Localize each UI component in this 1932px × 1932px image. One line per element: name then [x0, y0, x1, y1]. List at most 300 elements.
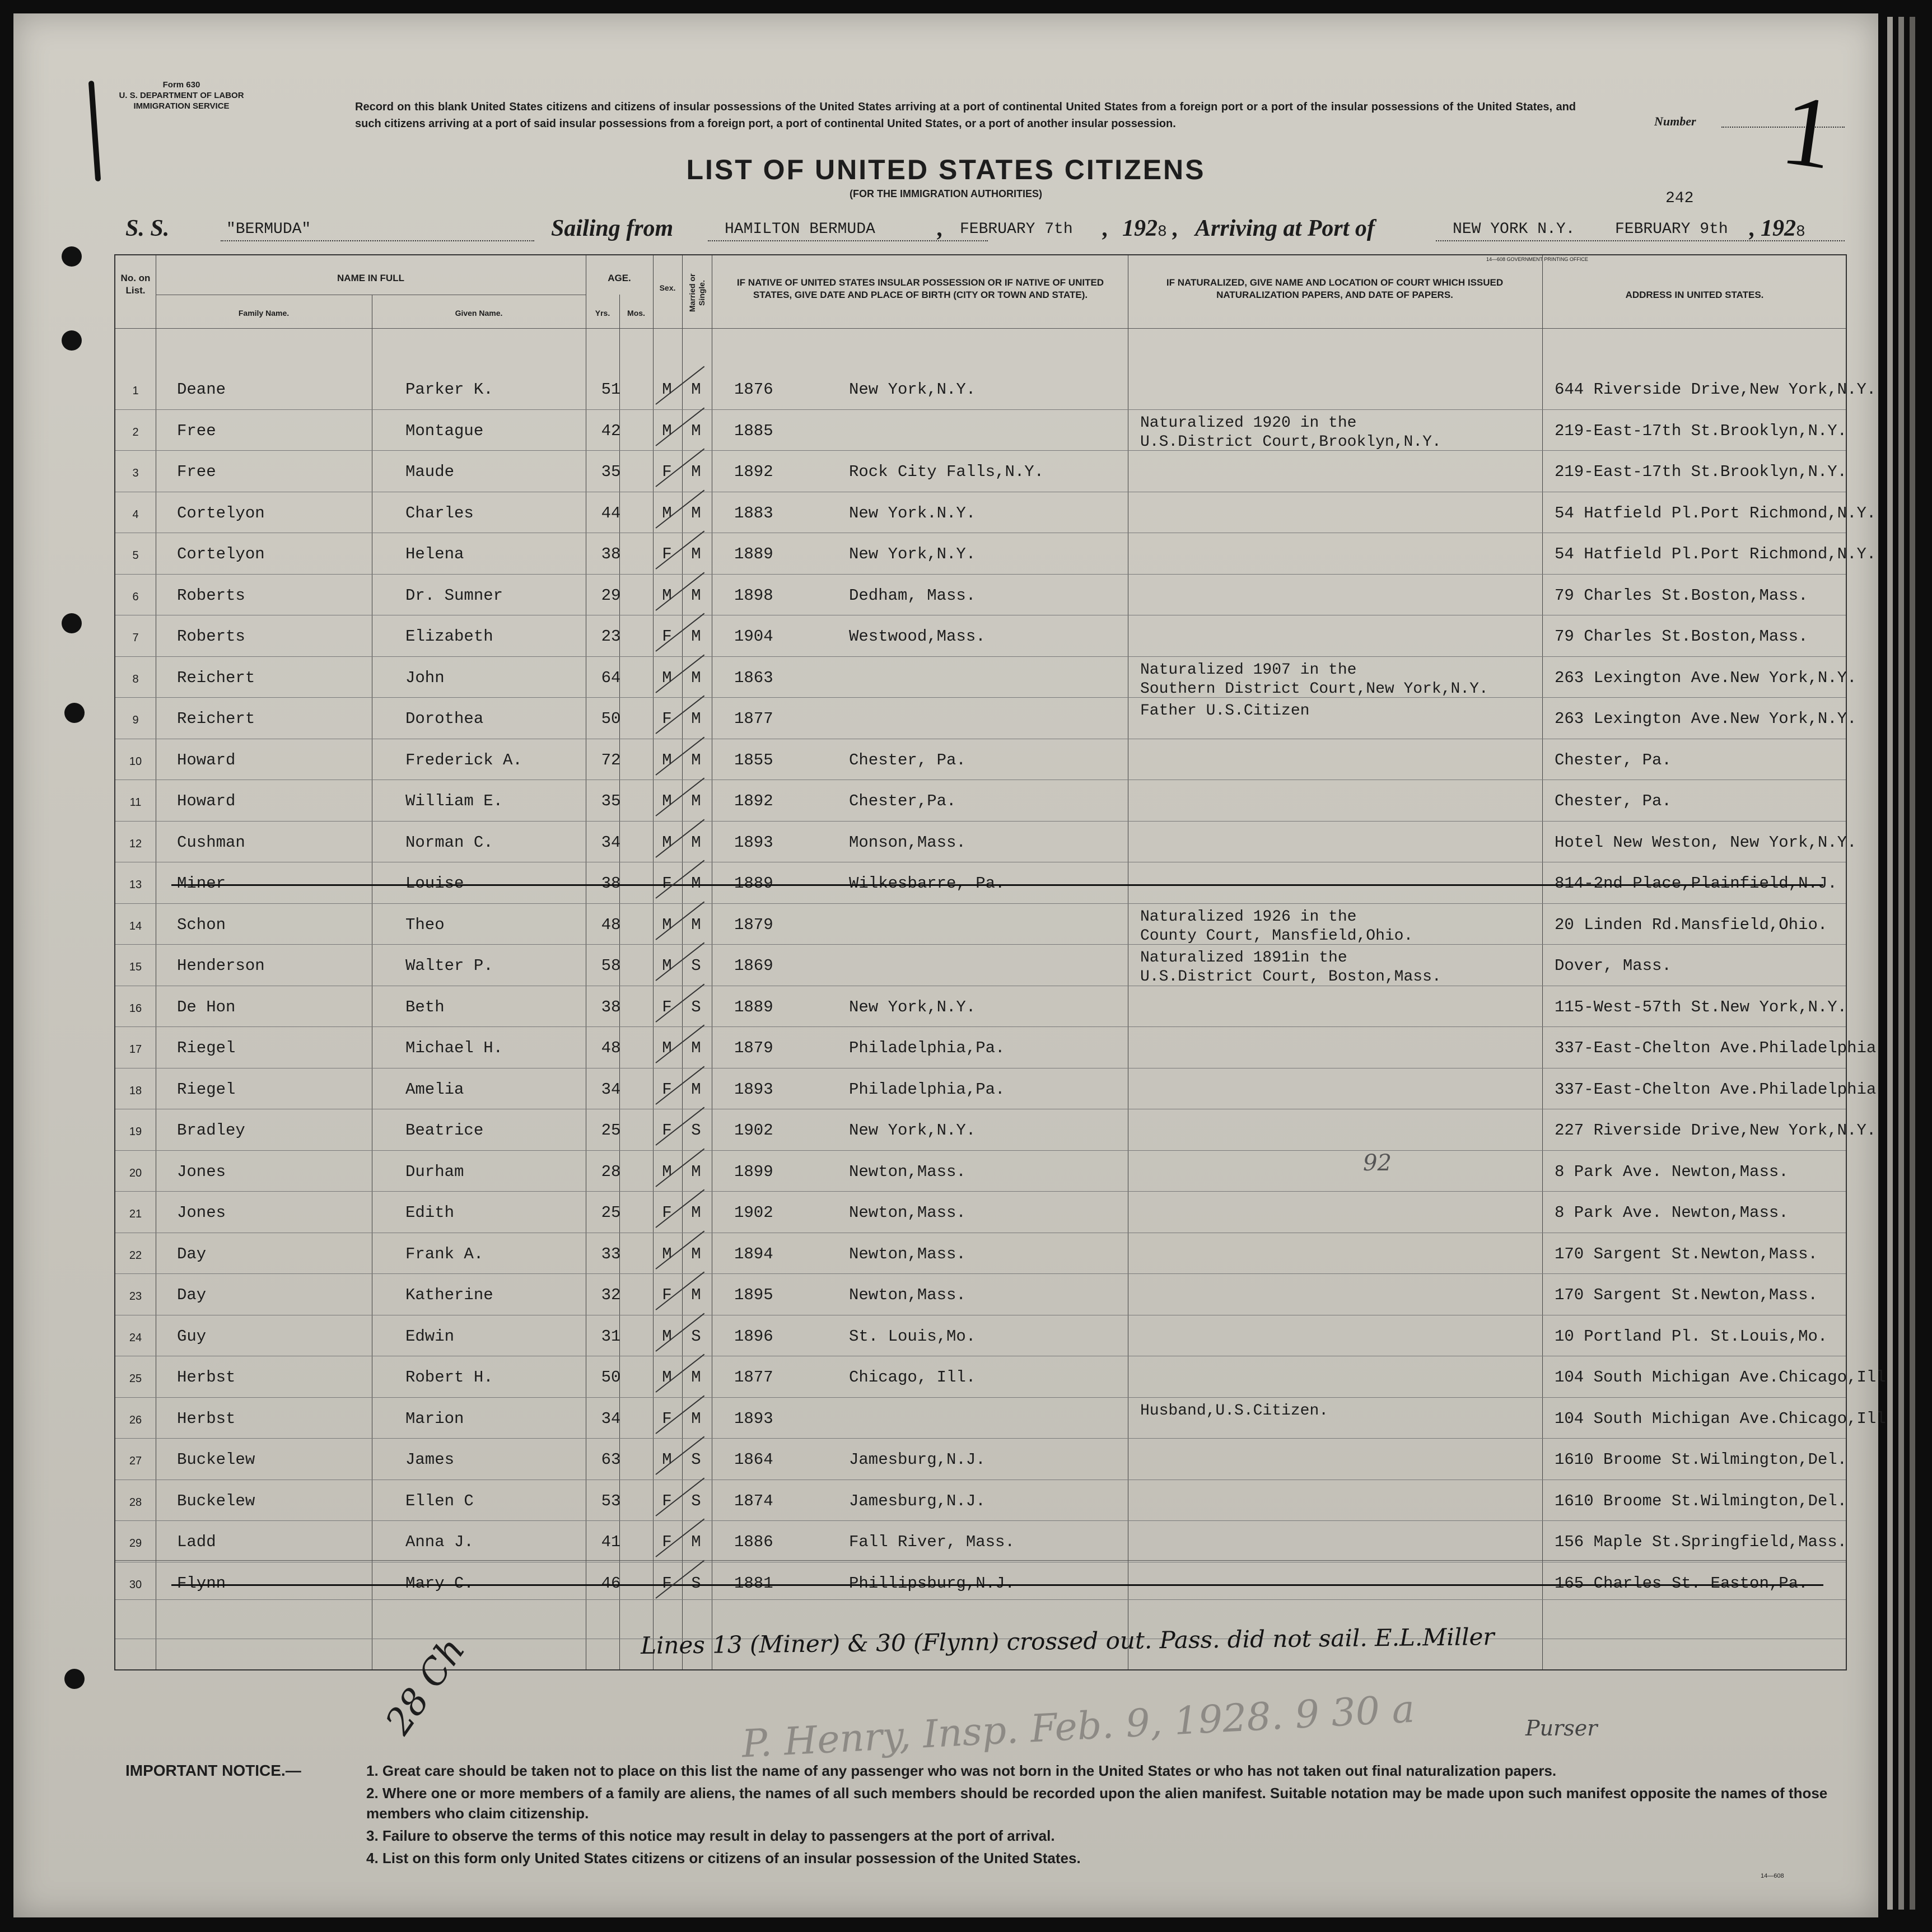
col-naturalization: IF NATURALIZED, GIVE NAME AND LOCATION OF COURT WHICH ISSUED NATURALIZATION PAPERS, AND DATE OF PAPERS.: [1166, 277, 1504, 300]
marital-status: S: [691, 997, 701, 1016]
family-name: Reichert: [177, 710, 255, 728]
age-years: 44: [601, 503, 621, 522]
table-row: [115, 1399, 1886, 1440]
row-number: 15: [129, 961, 142, 973]
strike-through-line: [171, 884, 1823, 886]
family-name: De Hon: [177, 997, 236, 1016]
given-name: Montague: [405, 421, 484, 440]
row-number: 26: [129, 1413, 142, 1426]
age-years: 38: [601, 997, 621, 1016]
age-years: 50: [601, 1368, 621, 1387]
birth-place: Wilkesbarre, Pa.: [849, 874, 1005, 893]
print-code-bottom: 14—608: [1761, 1873, 1784, 1879]
manifest-sheet: [13, 13, 1886, 1917]
us-address: 8 Park Ave. Newton,Mass.: [1555, 1203, 1789, 1222]
table-row: [115, 617, 1846, 658]
us-address: 227 Riverside Drive,New York,N.Y.: [1555, 1121, 1877, 1140]
marital-status: M: [691, 1368, 701, 1387]
sex: M: [662, 1039, 672, 1057]
punch-hole: [62, 330, 82, 351]
given-name: Mary C.: [405, 1574, 474, 1593]
marital-status: M: [691, 463, 701, 481]
birth-year: 1893: [734, 833, 773, 852]
family-name: Schon: [177, 915, 226, 934]
birth-place: Jamesburg,N.J.: [849, 1491, 986, 1510]
family-name: Herbst: [177, 1409, 236, 1428]
given-name: James: [405, 1450, 455, 1469]
marital-status: M: [691, 1203, 701, 1222]
row-number: 4: [132, 508, 139, 521]
ship-name: "BERMUDA": [226, 221, 311, 238]
birth-place: Newton,Mass.: [849, 1286, 966, 1304]
birth-place: Westwood,Mass.: [849, 627, 986, 646]
birth-year: 1892: [734, 463, 773, 481]
row-number: 5: [132, 549, 139, 562]
age-years: 38: [601, 874, 621, 893]
sex: M: [662, 380, 672, 399]
arriving-label: Arriving at Port of: [1195, 216, 1375, 241]
marital-status: M: [691, 1533, 701, 1551]
record-instructions: Record on this blank United States citizens and citizens of insular possessions of the United States arriving at a port of continental United States from a foreign port or a port of the insular possessions of the United States, and such citizens arriving at a port of said insular possessions from a foreign port, a port of continental United States, or a port of another insular possession.: [355, 101, 1576, 130]
side-initials: 28 Ch: [377, 1630, 474, 1742]
sex: F: [662, 1491, 672, 1510]
us-address: 263 Lexington Ave.New York,N.Y.: [1555, 710, 1857, 728]
row-number: 19: [129, 1126, 142, 1138]
given-name: John: [405, 668, 445, 687]
birth-year: 1874: [734, 1491, 773, 1510]
row-number: 25: [129, 1373, 142, 1385]
age-years: 51: [601, 380, 621, 399]
sex: M: [662, 750, 672, 769]
age-years: 25: [601, 1203, 621, 1222]
page-edge: [1910, 17, 1915, 1910]
birth-year: 1902: [734, 1203, 773, 1222]
notice-title: IMPORTANT NOTICE.—: [125, 1762, 301, 1779]
birth-year: 1889: [734, 997, 773, 1016]
birth-year: 1876: [734, 380, 773, 399]
table-row: [115, 535, 1877, 576]
family-name: Flynn: [177, 1574, 226, 1593]
crossed-out-note: Lines 13 (Miner) & 30 (Flynn) crossed out. Pass. did not sail. E.L.Miller: [640, 1622, 1495, 1659]
family-name: Henderson: [177, 956, 265, 975]
col-married-single: Married or Single.: [688, 273, 706, 312]
page-edge: [1898, 17, 1904, 1910]
birth-year: 1886: [734, 1533, 773, 1551]
family-name: Riegel: [177, 1080, 236, 1099]
birth-year: 1885: [734, 421, 773, 440]
sex: M: [662, 792, 672, 810]
form-number: Form 630: [162, 80, 200, 90]
row-number: 7: [132, 632, 139, 644]
row-number: 23: [129, 1290, 142, 1303]
row-number: 8: [132, 673, 139, 685]
birth-year: 1883: [734, 503, 773, 522]
page-subtitle: (FOR THE IMMIGRATION AUTHORITIES): [850, 188, 1042, 199]
family-name: Roberts: [177, 586, 245, 605]
marital-status: M: [691, 1039, 701, 1057]
row-number: 30: [129, 1578, 142, 1591]
birth-year: 1893: [734, 1080, 773, 1099]
marital-status: M: [691, 668, 701, 687]
family-name: Jones: [177, 1203, 226, 1222]
age-years: 64: [601, 668, 621, 687]
marital-status: S: [691, 1327, 701, 1346]
birth-place: Newton,Mass.: [849, 1244, 966, 1263]
family-name: Free: [177, 463, 216, 481]
table-row: [115, 1440, 1846, 1481]
sex: M: [662, 503, 672, 522]
sex: M: [662, 1162, 672, 1181]
age-years: 35: [601, 463, 621, 481]
naturalization-info: Naturalized 1920 in the U.S.District Court,Brooklyn,N.Y.: [1140, 414, 1441, 451]
punch-hole: [62, 246, 82, 267]
birth-year: 1898: [734, 586, 773, 605]
col-mos: Mos.: [627, 309, 645, 318]
family-name: Buckelew: [177, 1491, 255, 1510]
sailing-port: HAMILTON BERMUDA: [725, 221, 875, 238]
table-row: [115, 1152, 1846, 1193]
birth-year: 1864: [734, 1450, 773, 1469]
age-years: 33: [601, 1244, 621, 1263]
table-row: [115, 1029, 1877, 1070]
birth-year: 1877: [734, 1368, 773, 1387]
birth-place: New York,N.Y.: [849, 1121, 976, 1140]
us-address: Chester, Pa.: [1555, 792, 1672, 810]
us-address: 79 Charles St.Boston,Mass.: [1555, 586, 1808, 605]
age-years: 41: [601, 1533, 621, 1551]
col-no: No. on List.: [120, 273, 151, 296]
given-name: Beth: [405, 997, 445, 1016]
birth-year: 1877: [734, 710, 773, 728]
notice-item: 2. Where one or more members of a family are aliens, the names of all such members should be recorded upon the alien manifest. Suitable notation may be made upon such manifest opposite the names of those members who claim citizenship.: [366, 1785, 1828, 1822]
birth-place: Newton,Mass.: [849, 1203, 966, 1222]
strike-through-line: [171, 1584, 1823, 1586]
us-address: Hotel New Weston, New York,N.Y.: [1555, 833, 1857, 852]
us-address: 8 Park Ave. Newton,Mass.: [1555, 1162, 1789, 1181]
col-birth-info: IF NATIVE OF UNITED STATES INSULAR POSSESSION OR IF NATIVE OF UNITED STATES, GIVE DATE AND PLACE OF BIRTH (CITY OR TOWN AND STATE).: [736, 277, 1104, 300]
given-name: Amelia: [405, 1080, 464, 1099]
age-years: 72: [601, 750, 621, 769]
given-name: Edith: [405, 1203, 455, 1222]
table-row: [115, 906, 1846, 946]
sex: F: [662, 1409, 672, 1428]
given-name: Marion: [405, 1409, 464, 1428]
birth-year: 1896: [734, 1327, 773, 1346]
row-number: 20: [129, 1166, 142, 1179]
table-row: [115, 699, 1857, 740]
birth-year: 1869: [734, 956, 773, 975]
age-years: 32: [601, 1286, 621, 1304]
marital-status: M: [691, 503, 701, 522]
birth-place: New York,N.Y.: [849, 545, 976, 563]
row-number: 16: [129, 1002, 142, 1015]
age-years: 63: [601, 1450, 621, 1469]
us-address: 104 South Michigan Ave.Chicago,Ill: [1555, 1409, 1886, 1428]
birth-place: Newton,Mass.: [849, 1162, 966, 1181]
row-number: 18: [129, 1084, 142, 1097]
given-name: Dr. Sumner: [405, 586, 503, 605]
row-number: 14: [129, 920, 142, 932]
col-family-name: Family Name.: [238, 309, 290, 318]
punch-hole: [62, 613, 82, 633]
birth-place: St. Louis,Mo.: [849, 1327, 976, 1346]
arriving-year: 1928: [1761, 216, 1805, 241]
row-number: 29: [129, 1537, 142, 1550]
family-name: Bradley: [177, 1121, 245, 1140]
birth-year: 1889: [734, 874, 773, 893]
birth-year: 1879: [734, 1039, 773, 1057]
col-yrs: Yrs.: [595, 309, 610, 318]
us-address: 263 Lexington Ave.New York,N.Y.: [1555, 668, 1857, 687]
age-years: 34: [601, 1080, 621, 1099]
marital-status: M: [691, 750, 701, 769]
birth-year: 1855: [734, 750, 773, 769]
row-number: 9: [132, 714, 139, 726]
birth-year: 1894: [734, 1244, 773, 1263]
arriving-port: NEW YORK N.Y.: [1453, 221, 1575, 238]
us-address: 814-2nd Place,Plainfield,N.J.: [1555, 874, 1837, 893]
sex: F: [662, 710, 672, 728]
family-name: Cortelyon: [177, 503, 265, 522]
table-row: [115, 988, 1846, 1029]
table-row: [115, 1523, 1846, 1564]
birth-place: New York,N.Y.: [849, 997, 976, 1016]
page-mark: 92: [1363, 1150, 1392, 1176]
us-address: 170 Sargent St.Newton,Mass.: [1555, 1244, 1818, 1263]
us-address: 170 Sargent St.Newton,Mass.: [1555, 1286, 1818, 1304]
voyage-line: S. S. "BERMUDA" Sailing from HAMILTON BERMUDA , FEBRUARY 7th , 1928 , Arriving at Port of NEW YORK N.Y. FEBRUARY 9th 242 , 1928: [125, 215, 1805, 249]
birth-place: Jamesburg,N.J.: [849, 1450, 986, 1469]
row-number: 22: [129, 1249, 142, 1262]
birth-year: 1904: [734, 627, 773, 646]
table-row: [115, 741, 1846, 782]
given-name: Frederick A.: [405, 750, 522, 769]
family-name: Howard: [177, 750, 236, 769]
punch-hole: [64, 1669, 85, 1689]
row-number: 2: [132, 426, 139, 438]
table-row: [115, 576, 1846, 617]
family-name: Cortelyon: [177, 545, 265, 563]
us-address: 219-East-17th St.Brooklyn,N.Y.: [1555, 463, 1847, 481]
table-row: [115, 1482, 1846, 1523]
marital-status: M: [691, 545, 701, 563]
given-name: Maude: [405, 463, 455, 481]
birth-year: 1889: [734, 545, 773, 563]
age-years: 48: [601, 1039, 621, 1057]
sailing-label: Sailing from: [551, 216, 674, 241]
given-name: Edwin: [405, 1327, 455, 1346]
inspector-stamp: P. Henry, Insp. Feb. 9, 1928. 9 30 a: [740, 1687, 1416, 1767]
age-years: 34: [601, 833, 621, 852]
marital-status: M: [691, 710, 701, 728]
sex: M: [662, 915, 672, 934]
sex: M: [662, 668, 672, 687]
sex: F: [662, 1121, 672, 1140]
table-row: [115, 1235, 1846, 1276]
birth-place: Fall River, Mass.: [849, 1533, 1015, 1551]
sex: F: [662, 627, 672, 646]
us-address: 337-East-Chelton Ave.Philadelphia: [1555, 1039, 1877, 1057]
marital-status: M: [691, 1080, 701, 1099]
table-row: [115, 1358, 1886, 1399]
marital-status: M: [691, 1286, 701, 1304]
marital-status: S: [691, 1491, 701, 1510]
birth-year: 1892: [734, 792, 773, 810]
sex: F: [662, 1533, 672, 1551]
sex: F: [662, 1080, 672, 1099]
sex: F: [662, 1286, 672, 1304]
number-value: 1: [1775, 73, 1841, 191]
table-row: [115, 452, 1846, 493]
marital-status: S: [691, 1121, 701, 1140]
table-row: [115, 1070, 1877, 1111]
age-years: 50: [601, 710, 621, 728]
page-edge: [1887, 17, 1893, 1910]
given-name: William E.: [405, 792, 503, 810]
family-name: Miner: [177, 874, 226, 893]
us-address: Chester, Pa.: [1555, 750, 1672, 769]
us-address: 156 Maple St.Springfield,Mass.: [1555, 1533, 1847, 1551]
naturalization-info: Father U.S.Citizen: [1140, 702, 1310, 720]
given-name: Theo: [405, 915, 445, 934]
birth-place: Chester,Pa.: [849, 792, 956, 810]
col-age: AGE.: [608, 273, 631, 283]
us-address: 20 Linden Rd.Mansfield,Ohio.: [1555, 915, 1828, 934]
birth-place: Philadelphia,Pa.: [849, 1039, 1005, 1057]
given-name: Durham: [405, 1162, 464, 1181]
sex: F: [662, 1574, 672, 1593]
sex: F: [662, 463, 672, 481]
family-name: Cushman: [177, 833, 245, 852]
marital-status: M: [691, 421, 701, 440]
us-address: 165 Charles St. Easton,Pa.: [1555, 1574, 1808, 1593]
col-name-in-full: NAME IN FULL: [337, 273, 404, 283]
marital-status: M: [691, 874, 701, 893]
given-name: Louise: [405, 874, 464, 893]
sex: F: [662, 997, 672, 1016]
family-name: Guy: [177, 1327, 207, 1346]
birth-year: 1879: [734, 915, 773, 934]
family-name: Riegel: [177, 1039, 236, 1057]
col-address: ADDRESS IN UNITED STATES.: [1625, 290, 1764, 300]
age-years: 23: [601, 627, 621, 646]
col-sex: Sex.: [659, 283, 676, 292]
birth-year: 1902: [734, 1121, 773, 1140]
given-name: Michael H.: [405, 1039, 503, 1057]
sex: M: [662, 833, 672, 852]
given-name: Norman C.: [405, 833, 493, 852]
passenger-table: [114, 254, 1886, 1670]
row-number: 17: [129, 1043, 142, 1056]
table-row: [115, 370, 1877, 411]
birth-year: 1863: [734, 668, 773, 687]
given-name: Dorothea: [405, 710, 484, 728]
age-years: 53: [601, 1491, 621, 1510]
given-name: Robert H.: [405, 1368, 493, 1387]
us-address: 219-East-17th St.Brooklyn,N.Y.: [1555, 421, 1847, 440]
sex: M: [662, 586, 672, 605]
birth-place: New York.N.Y.: [849, 503, 976, 522]
row-number: 21: [129, 1208, 142, 1220]
age-years: 34: [601, 1409, 621, 1428]
given-name: Helena: [405, 545, 464, 563]
sex: F: [662, 545, 672, 563]
table-row: [115, 659, 1857, 699]
naturalization-info: Naturalized 1926 in the County Court, Mansfield,Ohio.: [1140, 908, 1413, 945]
marital-status: M: [691, 380, 701, 399]
given-name: Ellen C: [405, 1491, 474, 1510]
us-address: 1610 Broome St.Wilmington,Del.: [1555, 1491, 1847, 1510]
marital-status: S: [691, 956, 701, 975]
marital-status: M: [691, 915, 701, 934]
family-name: Roberts: [177, 627, 245, 646]
birth-year: 1899: [734, 1162, 773, 1181]
birth-place: Dedham, Mass.: [849, 586, 976, 605]
given-name: Beatrice: [405, 1121, 484, 1140]
birth-place: Chester, Pa.: [849, 750, 966, 769]
naturalization-info: Naturalized 1907 in the Southern District Court,New York,N.Y.: [1140, 661, 1488, 698]
us-address: 115-West-57th St.New York,N.Y.: [1555, 997, 1847, 1016]
us-address: Dover, Mass.: [1555, 956, 1672, 975]
table-row: [115, 494, 1877, 535]
given-name: Frank A.: [405, 1244, 484, 1263]
marital-status: M: [691, 627, 701, 646]
age-years: 28: [601, 1162, 621, 1181]
marital-status: M: [691, 1244, 701, 1263]
age-years: 35: [601, 792, 621, 810]
us-address: 104 South Michigan Ave.Chicago,Ill: [1555, 1368, 1886, 1387]
family-name: Day: [177, 1286, 207, 1304]
given-name: Charles: [405, 503, 474, 522]
family-name: Day: [177, 1244, 207, 1263]
sailing-year: 1928: [1122, 216, 1167, 241]
table-row: [115, 946, 1846, 987]
marital-status: M: [691, 833, 701, 852]
purser-signature: Purser: [1525, 1716, 1598, 1740]
row-number: 27: [129, 1455, 142, 1467]
row-number: 1: [132, 385, 139, 397]
marital-status: M: [691, 1409, 701, 1428]
given-name: Katherine: [405, 1286, 493, 1304]
age-years: 38: [601, 545, 621, 563]
family-name: Buckelew: [177, 1450, 255, 1469]
age-years: 31: [601, 1327, 621, 1346]
marital-status: M: [691, 586, 701, 605]
table-row: [115, 1193, 1846, 1234]
age-years: 58: [601, 956, 621, 975]
us-address: 54 Hatfield Pl.Port Richmond,N.Y.: [1555, 503, 1877, 522]
naturalization-info: Naturalized 1891in the U.S.District Court, Boston,Mass.: [1140, 949, 1441, 986]
table-row: [115, 823, 1857, 864]
marital-status: M: [691, 792, 701, 810]
sex: M: [662, 1327, 672, 1346]
ss-label: S. S.: [125, 216, 170, 241]
birth-place: Monson,Mass.: [849, 833, 966, 852]
marital-status: S: [691, 1574, 701, 1593]
us-address: 54 Hatfield Pl.Port Richmond,N.Y.: [1555, 545, 1877, 563]
table-row: [115, 412, 1846, 452]
row-number: 3: [132, 467, 139, 479]
sex: F: [662, 874, 672, 893]
birth-place: Rock City Falls,N.Y.: [849, 463, 1044, 481]
page-title: LIST OF UNITED STATES CITIZENS: [686, 154, 1206, 185]
family-name: Reichert: [177, 668, 255, 687]
table-row: [115, 1317, 1846, 1358]
sex: M: [662, 421, 672, 440]
notice-item: 4. List on this form only United States citizens or citizens of an insular possession of the United States.: [366, 1850, 1081, 1866]
row-number: 28: [129, 1496, 142, 1509]
us-address: 337-East-Chelton Ave.Philadelphia: [1555, 1080, 1877, 1099]
